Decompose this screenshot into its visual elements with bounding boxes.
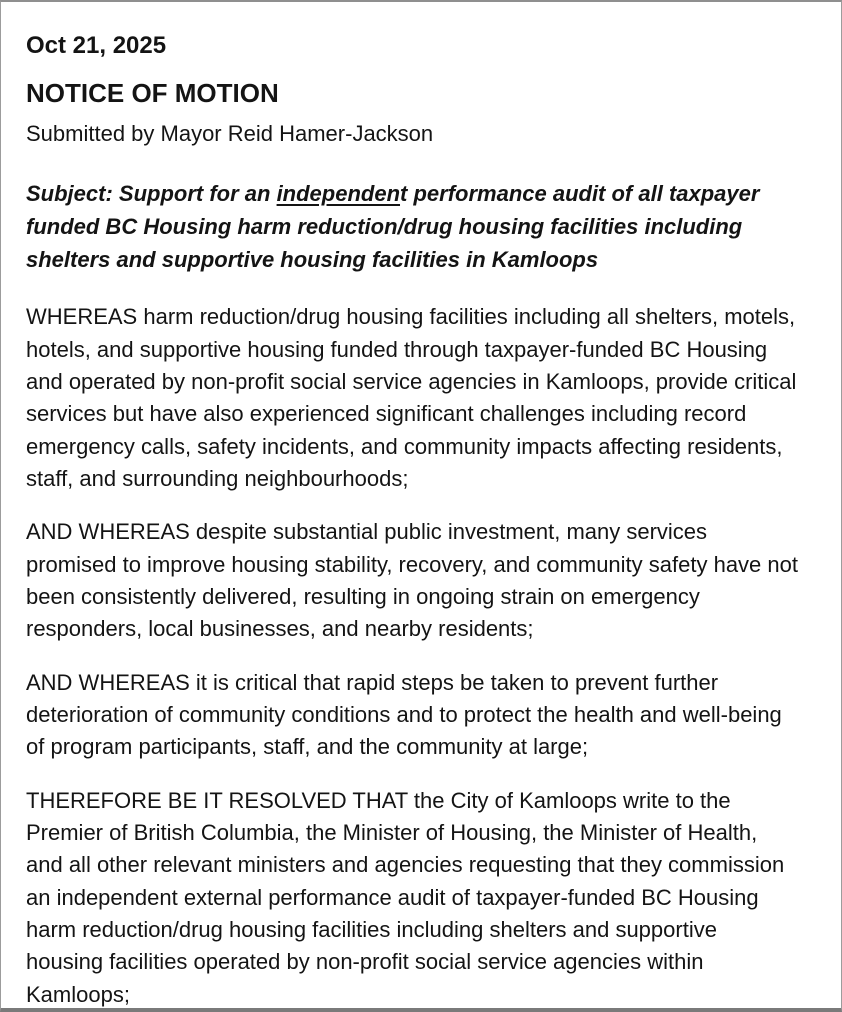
paragraph-whereas-3: AND WHEREAS it is critical that rapid steps be taken to prevent further deterioration of community conditions and to protect the health and well-being of program participants, staff, and the community at large; <box>26 669 782 760</box>
paragraph-resolution: THEREFORE BE IT RESOLVED THAT the City of Kamloops write to the Premier of British Columbia, the Minister of Housing, the Minister of Health, and all other relevant ministers and agencies requesting that they commission an independent external performance audit of taxpayer-funded BC Housing harm reduction/drug housing facilities including shelters and supportive housing facilities operated by non-profit social service agencies within Kamloops; <box>26 787 785 1007</box>
document-date: Oct 21, 2025 <box>26 32 167 59</box>
subject-underlined-word: independen <box>276 181 401 207</box>
paragraph-whereas-1: WHEREAS harm reduction/drug housing facilities including all shelters, motels, hotels, and supportive housing funded through taxpayer-funded BC Housing and operated by non-profit social service agencies in Kamloops, provide critical services but have also experienced significant challenges including record emergency calls, safety incidents, and community impacts affecting residents, staff, and surrounding neighbourhoods; <box>26 304 797 492</box>
subject-line <box>26 177 799 276</box>
subject-prefix: Subject: Support for an <box>26 181 277 207</box>
submitted-by-line: Submitted by Mayor Reid Hamer-Jackson <box>26 120 434 146</box>
paragraph-whereas-2: AND WHEREAS despite substantial public investment, many services promised to improve housing stability, recovery, and community safety have not been consistently delivered, resulting in ongoing strain on emergency responders, local businesses, and nearby residents; <box>26 519 798 642</box>
document-title: NOTICE OF MOTION <box>26 77 279 108</box>
subject-suffix: t performance audit of all taxpayer funded BC Housing harm reduction/drug housing facilities including shelters and supportive housing facilities in Kamloops <box>26 181 760 273</box>
document-content <box>1 2 841 1012</box>
